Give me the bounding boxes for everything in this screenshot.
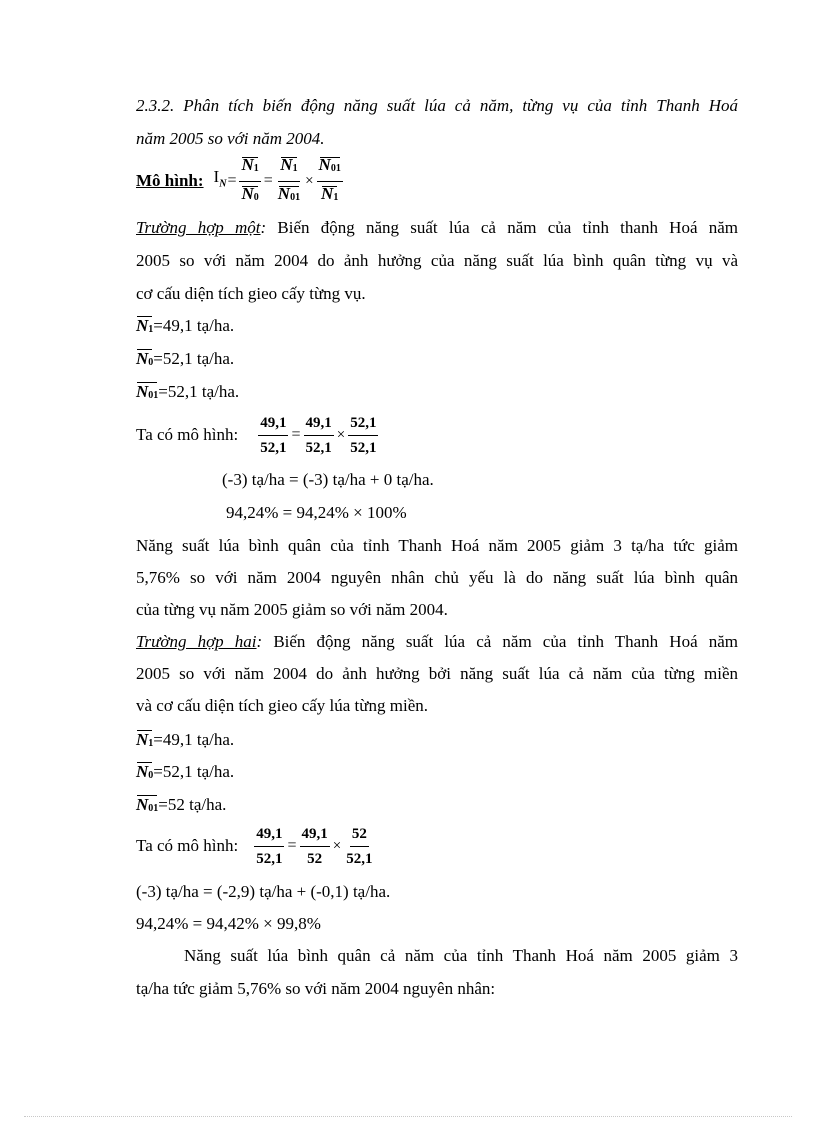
case1-absolute-change: (-3) tạ/ha = (-3) tạ/ha + 0 tạ/ha. — [222, 470, 434, 489]
case1-relative-change: 94,24% = 94,24% × 100% — [226, 503, 407, 522]
formula-fraction-2: $\frac{N_1}{N_{01}}$ — [276, 155, 302, 208]
case1-fraction-3: $\frac{52,1}{52,1}$ — [350, 414, 377, 456]
model-label: Mô hình: — [136, 171, 204, 190]
case2-conclusion-line2: tạ/ha tức giảm 5,76% so với năm 2004 nguyên nhân: — [136, 979, 496, 998]
case1-title: Trường hợp một — [136, 218, 261, 237]
case2-absolute-change: (-3) tạ/ha = (-2,9) tạ/ha + (-0,1) tạ/ha. — [136, 882, 391, 901]
case2-text-line1: Biến động năng suất lúa cả năm của tỉnh Thanh Hoá năm — [273, 632, 739, 651]
case2-conclusion-line1: Năng suất lúa bình quân cả năm của tỉnh Thanh Hoá năm 2005 giảm 3 — [184, 946, 738, 965]
case2-relative-change: 94,24% = 94,42% × 99,8% — [136, 914, 321, 933]
case2-model: Ta có mô hình: $\frac{49,1}{52,1}$ = $\frac{49,1}{52}$ × $\frac{52}{52,1}$ — [136, 825, 373, 867]
case1-n1: $N_1=49,1$ tạ/ha. — [136, 314, 738, 342]
case2-fraction-1: $\frac{49,1}{52,1}$ — [256, 825, 283, 867]
case2-n1: $N_1=49,1$ tạ/ha. — [136, 728, 738, 756]
formula-fraction-3: $\frac{N_{01}}{N_1}$ — [317, 155, 343, 208]
case1-n01: $N_{01}=52,1$ tạ/ha. — [136, 380, 738, 408]
case2-paragraph-line3: và cơ cấu diện tích gieo cấy lúa từng miền. — [136, 696, 428, 715]
model-formula — [136, 154, 738, 204]
index-symbol: $I_N$ — [213, 167, 227, 190]
section-heading-line2: năm 2005 so với năm 2004. — [136, 129, 325, 148]
case1-conclusion-line2: 5,76% so với năm 2004 nguyên nhân chủ yếu là do năng suất lúa bình quân — [136, 568, 738, 587]
case1-model-label: Ta có mô hình: — [136, 425, 239, 444]
case1-conclusion-line3: của từng vụ năm 2005 giảm so với năm 2004. — [136, 600, 448, 619]
case1-conclusion-line1: Năng suất lúa bình quân của tỉnh Thanh Hoá năm 2005 giảm 3 tạ/ha tức giảm — [136, 536, 738, 555]
case1-fraction-2: $\frac{49,1}{52,1}$ — [305, 414, 332, 456]
case1-paragraph-line3: cơ cấu diện tích gieo cấy từng vụ. — [136, 284, 366, 303]
case1-paragraph-line1: Trường hợp một: Biến động năng suất lúa cả năm của tỉnh thanh Hoá năm — [136, 218, 739, 237]
case2-fraction-3: $\frac{52}{52,1}$ — [346, 825, 373, 867]
case1-text-line1: Biến động năng suất lúa cả năm của tỉnh thanh Hoá năm — [277, 218, 739, 237]
case2-model-label: Ta có mô hình: — [136, 836, 239, 855]
case2-fraction-2: $\frac{49,1}{52}$ — [301, 825, 328, 867]
case2-title: Trường hợp hai — [136, 632, 257, 651]
case2-n01: $N_{01}=52$ tạ/ha. — [136, 793, 738, 821]
formula-fraction-1: $\frac{N_1}{N_0}$ — [239, 155, 260, 208]
equals-sign: = — [227, 172, 237, 189]
page-bottom-rule — [24, 1116, 792, 1117]
case2-paragraph-line2: 2005 so với năm 2004 do ảnh hưởng bởi năng suất lúa cả năm của từng miền — [136, 664, 738, 683]
times-sign: × — [305, 173, 314, 189]
case1-n0: $N_0=52,1$ tạ/ha. — [136, 347, 738, 375]
section-heading-line1: 2.3.2. Phân tích biến động năng suất lúa cả năm, từng vụ của tỉnh Thanh Hoá — [136, 96, 738, 115]
case1-model: Ta có mô hình: $\frac{49,1}{52,1}$ = $\frac{49,1}{52,1}$ × $\frac{52,1}{52,1}$ — [136, 414, 377, 456]
equals-sign: = — [263, 172, 273, 189]
case2-paragraph-line1: Trường hợp hai: Biến động năng suất lúa cả năm của tỉnh Thanh Hoá năm — [136, 632, 739, 651]
case2-n0: $N_0=52,1$ tạ/ha. — [136, 760, 738, 788]
case1-paragraph-line2: 2005 so với năm 2004 do ảnh hưởng của năng suất lúa bình quân từng vụ và — [136, 251, 738, 270]
case1-fraction-1: $\frac{49,1}{52,1}$ — [260, 414, 287, 456]
